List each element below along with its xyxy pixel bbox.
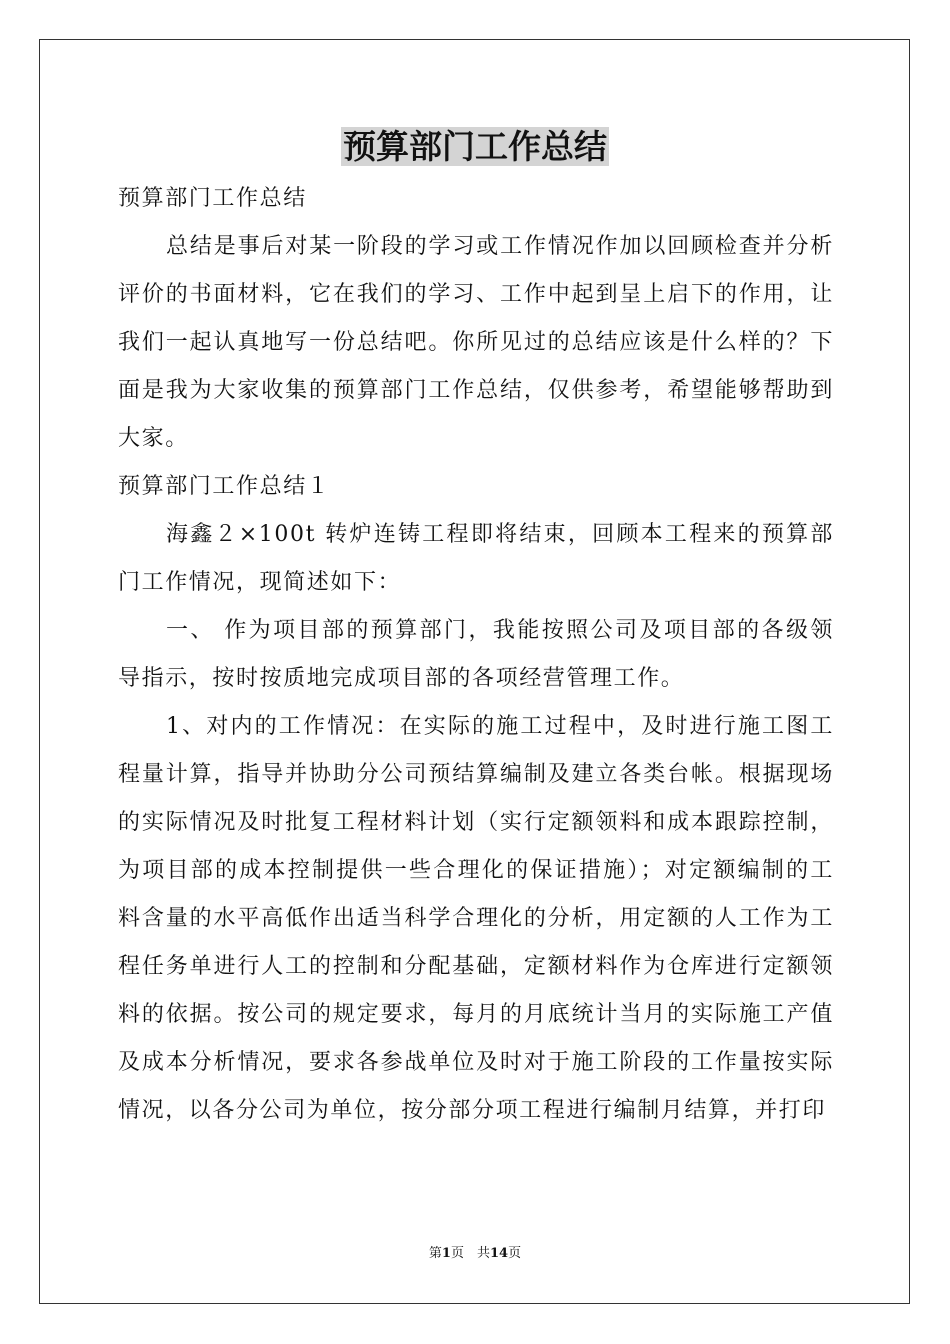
document-title-text: 预算部门工作总结 [343,127,607,166]
footer-prefix: 第 [428,1246,442,1261]
page-footer [0,1246,950,1262]
document-title [0,125,950,169]
footer-middle: 页 共 [450,1246,490,1261]
body-paragraph: 海鑫２×100t 转炉连铸工程即将结束，回顾本工程来的预算部门工作情况，现简述如下： [118,522,834,595]
body-paragraph: 1、对内的工作情况：在实际的施工过程中，及时进行施工图工程量计算，指导并协助分公司预结算编制及建立各类台帐。根据现场的实际情况及时批复工程材料计划（实行定额领料和成本跟踪控制，为项目部的成本控制提供一些合理化的保证措施）；对定额编制的工料含量的水平高低作出适当科学合理化的分析，用定额的人工作为工程任务单进行人工的控制和分配基础，定额材料作为仓库进行定额领料的依据。按公司的规定要求，每月的月底统计当月的实际施工产值及成本分析情况，要求各参战单位及时对于施工阶段的工作量按实际情况，以各分公司为单位，按分部分项工程进行编制月结算，并打印 [118,714,834,1123]
section-heading: 预算部门工作总结１ [118,474,331,499]
document-body [118,175,834,1135]
body-paragraph: 一、 作为项目部的预算部门，我能按照公司及项目部的各级领导指示，按时按质地完成项目部的各项经营管理工作。 [118,618,834,691]
intro-paragraph: 总结是事后对某一阶段的学习或工作情况作加以回顾检查并分析评价的书面材料，它在我们的学习、工作中起到呈上启下的作用，让我们一起认真地写一份总结吧。你所见过的总结应该是什么样的？下面是我为大家收集的预算部门工作总结，仅供参考，希望能够帮助到大家。 [118,234,834,451]
footer-suffix: 页 [508,1246,522,1261]
total-page-count: 14 [489,1246,509,1261]
subtitle-paragraph: 预算部门工作总结 [118,186,307,211]
current-page-number: 1 [441,1246,451,1261]
